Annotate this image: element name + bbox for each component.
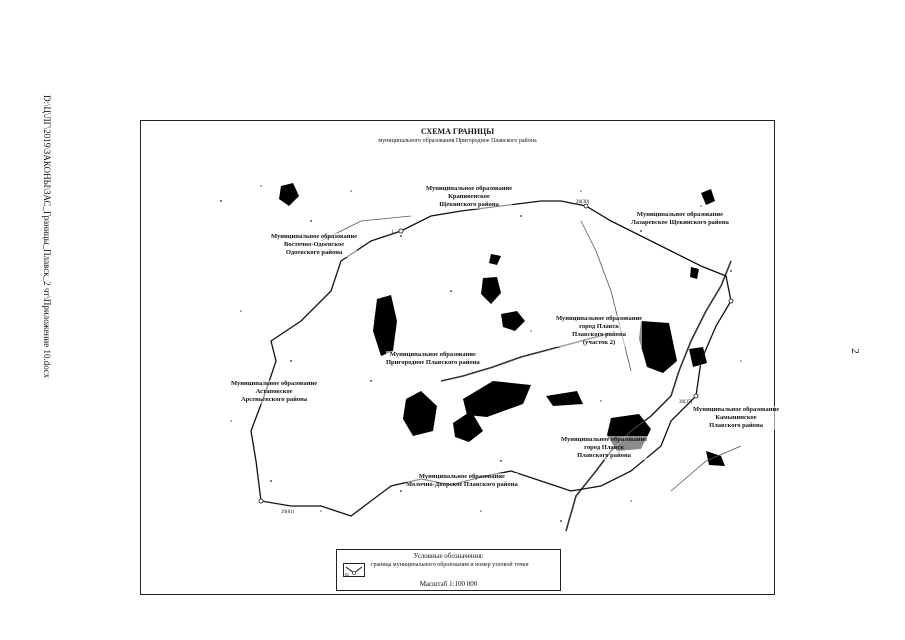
node-label-2: 1 <box>391 230 394 235</box>
label-gorod-plavsk-2: Муниципальное образование город Плавск Плавского района <box>561 436 648 459</box>
map-frame <box>140 120 780 595</box>
label-kamyninskoe: Муниципальное образование Камынинское Плавского района <box>693 406 780 429</box>
map-subtitle: муниципального образования Пригородное Плавского района <box>378 138 537 144</box>
boundary-symbol-icon <box>343 563 365 577</box>
file-path-text: D:\Ц\ЛГ\2019\ЗАКОНЫ\ЗАС_Границы_Плавск_2 чт\Приложение 10.docx <box>42 95 52 379</box>
label-lazarevskoe: Муниципальное образование Лазаревское Щекинского района <box>631 211 729 226</box>
node-label-3: 30(37) <box>679 400 693 405</box>
label-molochno-dvorskoe: Муниципальное образование Молочно-Дворское Плавского района <box>406 473 518 488</box>
label-krapivenskoe: Муниципальное образование Крапивенское Щекинского района <box>426 185 513 208</box>
file-path-margin <box>40 95 54 415</box>
node-label-1: 20(81) <box>281 510 295 515</box>
node-label-4: 28(30) <box>576 200 590 205</box>
label-prigorodnoe: Муниципальное образование Пригородное Плавского района <box>386 351 480 366</box>
map-title: СХЕМА ГРАНИЦЫ <box>420 127 495 136</box>
legend-description: граница муниципального образования и номер узловой точки <box>371 562 529 568</box>
label-vostochno-odoevskoe: Муниципальное образование Восточно-Одоевское Одоевского района <box>271 233 358 256</box>
map-area[interactable] <box>201 161 780 536</box>
label-astapovskoe: Муниципальное образование Астаповское Арсеньевского района <box>231 380 318 403</box>
map-scale: Масштаб 1:100 000 <box>419 580 478 588</box>
legend-symbol-number: 82 <box>345 572 349 577</box>
page-number: 2 <box>848 348 861 354</box>
label-gorod-plavsk-1: Муниципальное образование город Плавск Плавского района (участок 2) <box>556 315 643 346</box>
legend-heading: Условные обозначения: <box>413 552 484 560</box>
map-legend <box>336 549 561 591</box>
